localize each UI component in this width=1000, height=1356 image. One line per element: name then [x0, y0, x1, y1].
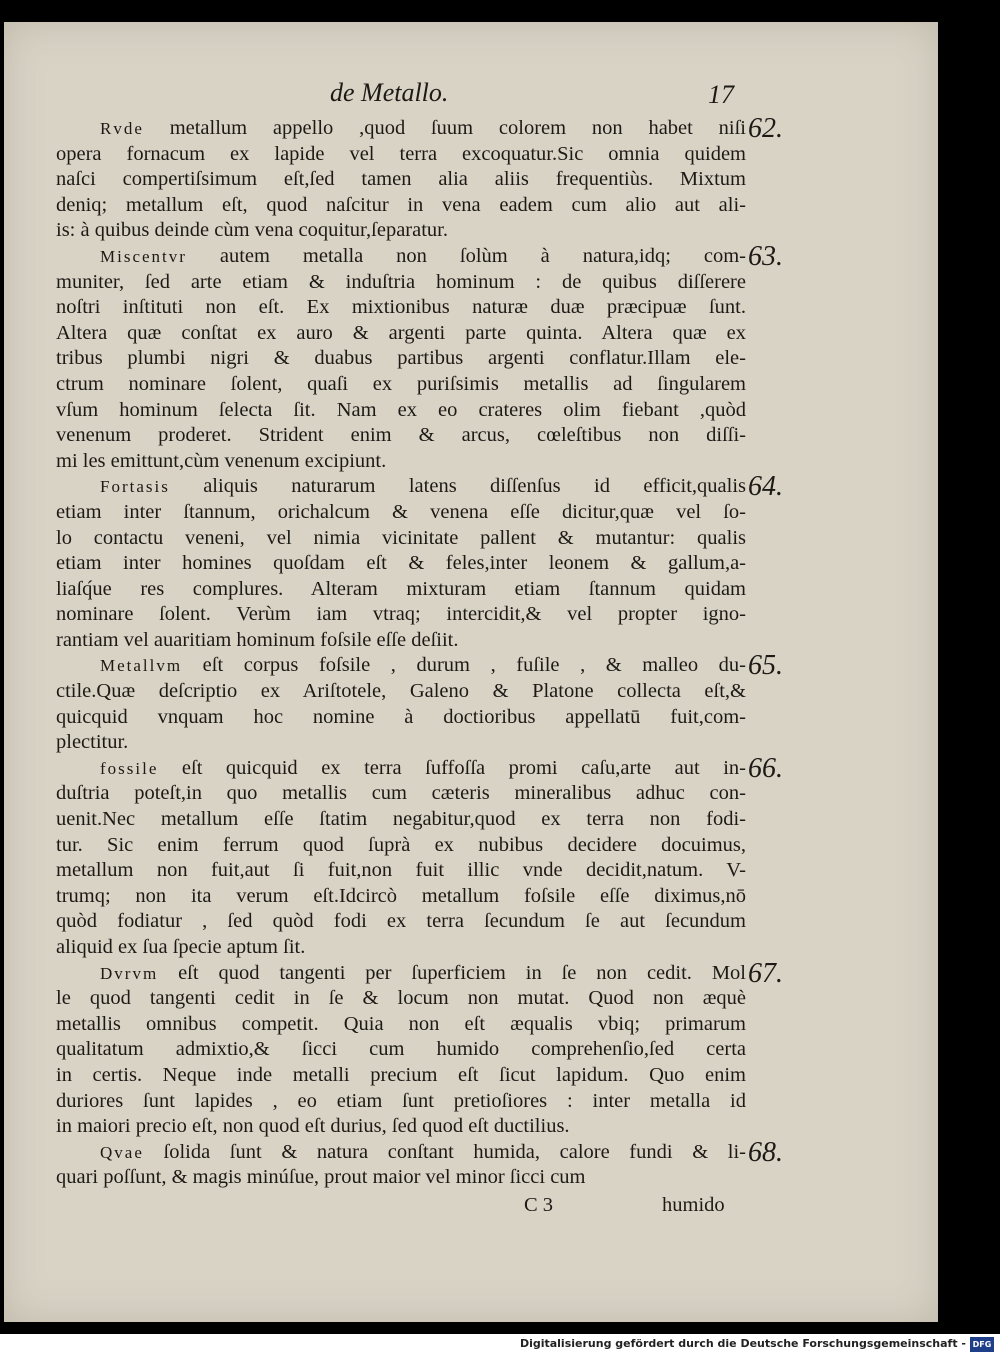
- line-text: lo contactu veneni, vel nimia vicinitate pallent & mutantur: qualis: [56, 526, 746, 549]
- line-text: mi les emittunt,cùm venenum excipiunt.: [56, 449, 387, 472]
- paragraph: [56, 957, 783, 1140]
- line-text: metallum appello ,quod ſuum colorem non habet niſi: [143, 117, 746, 139]
- text-line: [56, 372, 746, 398]
- line-text: duriores ſunt lapides , eo etiam ſunt pretioſiores : inter metalla id: [56, 1089, 746, 1112]
- line-text: liaſq́ue res complures. Alteram mixturam etiam ſtannum quidam: [56, 577, 746, 600]
- line-text: naſci compertiſsimum eſt,ſed tamen alia aliis frequentiùs. Mixtum: [56, 168, 746, 191]
- line-text: duſtria poteſt,in quo metallis cum cæteris mineralibus adhuc con-: [56, 782, 746, 805]
- marginal-number: 66.: [748, 752, 783, 784]
- text-line: [56, 628, 746, 654]
- text-line: [56, 679, 746, 705]
- line-text: aliquid ex ſua ſpecie aptum ſit.: [56, 936, 306, 958]
- lead-word: Metallvm: [100, 656, 183, 676]
- text-line: [56, 551, 746, 577]
- marginal-number: 67.: [748, 957, 783, 989]
- marginal-number: 64.: [748, 471, 783, 503]
- text-line: [56, 500, 746, 526]
- line-text: ſolida ſunt & natura conſtant humida, calore fundi & li-: [143, 1140, 746, 1163]
- text-line: [56, 116, 746, 142]
- line-text: etiam inter ſtannum, orichalcum & venena eſſe dicitur,quæ vel ſo-: [56, 500, 746, 523]
- lead-word: Rvde: [100, 119, 144, 138]
- text-line: [56, 321, 746, 347]
- dfg-logo: DFG: [970, 1337, 994, 1352]
- line-text: muniter, ſed arte etiam & induſtria hominum : de quibus diſſerere: [56, 270, 746, 293]
- line-text: aliquis naturarum latens diſſenſus id efficit,qualis: [169, 475, 746, 498]
- text-line: [56, 756, 746, 782]
- line-text: opera fornacum ex lapide vel terra excoquatur.Sic omnia quidem: [56, 142, 746, 165]
- lead-word: Qvae: [100, 1142, 144, 1162]
- text-line: [56, 781, 746, 807]
- line-text: tribus plumbi nigri & duabus partibus argenti conflatur.Illam ele-: [56, 347, 746, 370]
- lead-word: fossile: [100, 758, 159, 778]
- text-line: [56, 526, 746, 552]
- line-text: eſt corpus foſsile , durum , fuſile , & malleo du-: [182, 654, 746, 677]
- paragraph: [56, 650, 783, 755]
- text-line: [56, 1063, 746, 1089]
- line-text: is: à quibus deinde cùm vena coquitur,ſeparatur.: [56, 219, 448, 242]
- lead-word: Fortasis: [100, 477, 170, 497]
- line-text: trumq; non ita verum eſt.Idcircò metallum foſsile eſſe diximus,nō: [56, 884, 746, 907]
- body-text: [56, 113, 783, 1219]
- text-line: [56, 602, 746, 628]
- credit-bar: [0, 1334, 1000, 1356]
- line-text: uenit.Nec metallum eſſe ſtatim negabitur,quod ex terra non fodi-: [56, 808, 746, 831]
- line-text: deniq; metallum eſt, quod naſcitur in vena eadem cum alio aut ali-: [56, 193, 746, 216]
- signature-mark: C 3: [524, 1193, 554, 1216]
- text-line: [56, 270, 746, 296]
- line-text: venenum proderet. Strident enim & arcus, cœleſtibus non diſſi-: [56, 424, 746, 447]
- text-line: [56, 167, 746, 193]
- text-line: [56, 1089, 746, 1115]
- text-line: [56, 909, 746, 935]
- text-line: [56, 577, 746, 603]
- marginal-number: 62.: [748, 113, 783, 144]
- text-line: [56, 218, 746, 244]
- line-text: quari poſſunt, & magis minúſue, prout maior vel minor ſicci cum: [56, 1166, 586, 1189]
- marginal-number: 63.: [748, 240, 783, 272]
- text-line: [56, 935, 746, 961]
- line-text: in maiori precio eſt, non quod eſt durius, ſed quod eſt ductilius.: [56, 1115, 570, 1138]
- text-line: [56, 346, 746, 372]
- page-footer: [56, 1191, 746, 1219]
- text-line: [56, 961, 746, 987]
- text-line: [56, 1165, 746, 1191]
- paragraph: [56, 1136, 783, 1191]
- text-line: [56, 858, 746, 884]
- page-number: 17: [708, 80, 734, 109]
- text-line: [56, 986, 746, 1012]
- text-line: [56, 1140, 746, 1166]
- text-line: [56, 653, 746, 679]
- line-text: etiam inter homines quoſdam eſt & feles,inter leonem & gallum,a-: [56, 552, 746, 575]
- catchword: humido: [662, 1193, 725, 1216]
- line-text: noſtri inſtituti non eſt. Ex mixtionibus naturæ duæ præcipuæ ſunt.: [56, 296, 746, 319]
- line-text: quicquid vnquam hoc nomine à doctioribus appellatū fuit,com-: [56, 705, 746, 728]
- line-text: eſt quod tangenti per ſuperficiem in ſe non cedit. Mol: [158, 961, 746, 984]
- text-line: [56, 884, 746, 910]
- line-text: tur. Sic enim ferrum quod ſuprà ex nubibus decidere docuimus,: [56, 833, 746, 856]
- paragraph: [56, 471, 783, 653]
- text-line: [56, 807, 746, 833]
- line-text: metallum non fuit,aut ſi fuit,non fuit illic vnde decidit,natum. V-: [56, 859, 746, 882]
- line-text: ctile.Quæ deſcriptio ex Ariſtotele, Galeno & Platone collecta eſt,&: [56, 680, 746, 703]
- credit-text: Digitalisierung gefördert durch die Deutsche Forschungsgemeinschaft -: [519, 1337, 966, 1350]
- marginal-number: 65.: [748, 650, 783, 682]
- text-line: [56, 1037, 746, 1063]
- line-text: plectitur.: [56, 731, 129, 754]
- line-text: le quod tangenti cedit in ſe & locum non mutat. Quod non æquè: [56, 987, 746, 1010]
- page-header: [4, 78, 938, 118]
- lead-word: Dvrvm: [100, 963, 159, 983]
- paragraph: [56, 752, 783, 961]
- line-text: nominare ſolent. Verùm iam vtraq; intercidit,& vel propter igno-: [56, 603, 746, 626]
- text-line: [56, 244, 746, 270]
- text-line: [56, 423, 746, 449]
- line-text: rantiam vel auaritiam hominum foſsile eſſe deſiit.: [56, 628, 459, 651]
- lead-word: Miscentvr: [100, 246, 187, 266]
- line-text: ctrum nominare ſolent, quaſi ex puriſsimis metallis ad ſingularem: [56, 372, 746, 395]
- line-text: vſum hominum ſelecta ſit. Nam ex eo crateres olim fiebant ,quòd: [56, 398, 746, 421]
- line-text: in certis. Neque inde metalli precium eſt ſicut lapidum. Quo enim: [56, 1063, 746, 1086]
- text-line: [56, 474, 746, 500]
- paragraph: [56, 240, 783, 474]
- text-line: [56, 1114, 746, 1140]
- line-text: metallis omnibus competit. Quia non eſt æqualis vbiq; primarum: [56, 1012, 746, 1035]
- text-line: [56, 295, 746, 321]
- line-text: qualitatum admixtio,& ſicci cum humido comprehenſio,ſed certa: [56, 1038, 746, 1061]
- text-line: [56, 142, 746, 168]
- text-line: [56, 730, 746, 756]
- paragraph: [56, 113, 783, 244]
- marginal-number: 68.: [748, 1136, 783, 1168]
- text-line: [56, 1012, 746, 1038]
- line-text: Altera quæ conſtat ex auro & argenti parte quinta. Altera quæ ex: [56, 321, 746, 344]
- book-page: [4, 22, 938, 1322]
- text-line: [56, 193, 746, 219]
- line-text: autem metalla non ſolùm à natura,idq; com-: [186, 244, 746, 267]
- line-text: eſt quicquid ex terra ſuffoſſa promi caſu,arte aut in-: [158, 756, 746, 779]
- text-line: [56, 398, 746, 424]
- running-title: de Metallo.: [330, 78, 449, 107]
- line-text: quòd fodiatur , ſed quòd fodi ex terra ſecundum ſe aut ſecundum: [56, 910, 746, 933]
- text-line: [56, 833, 746, 859]
- text-line: [56, 449, 746, 475]
- text-line: [56, 705, 746, 731]
